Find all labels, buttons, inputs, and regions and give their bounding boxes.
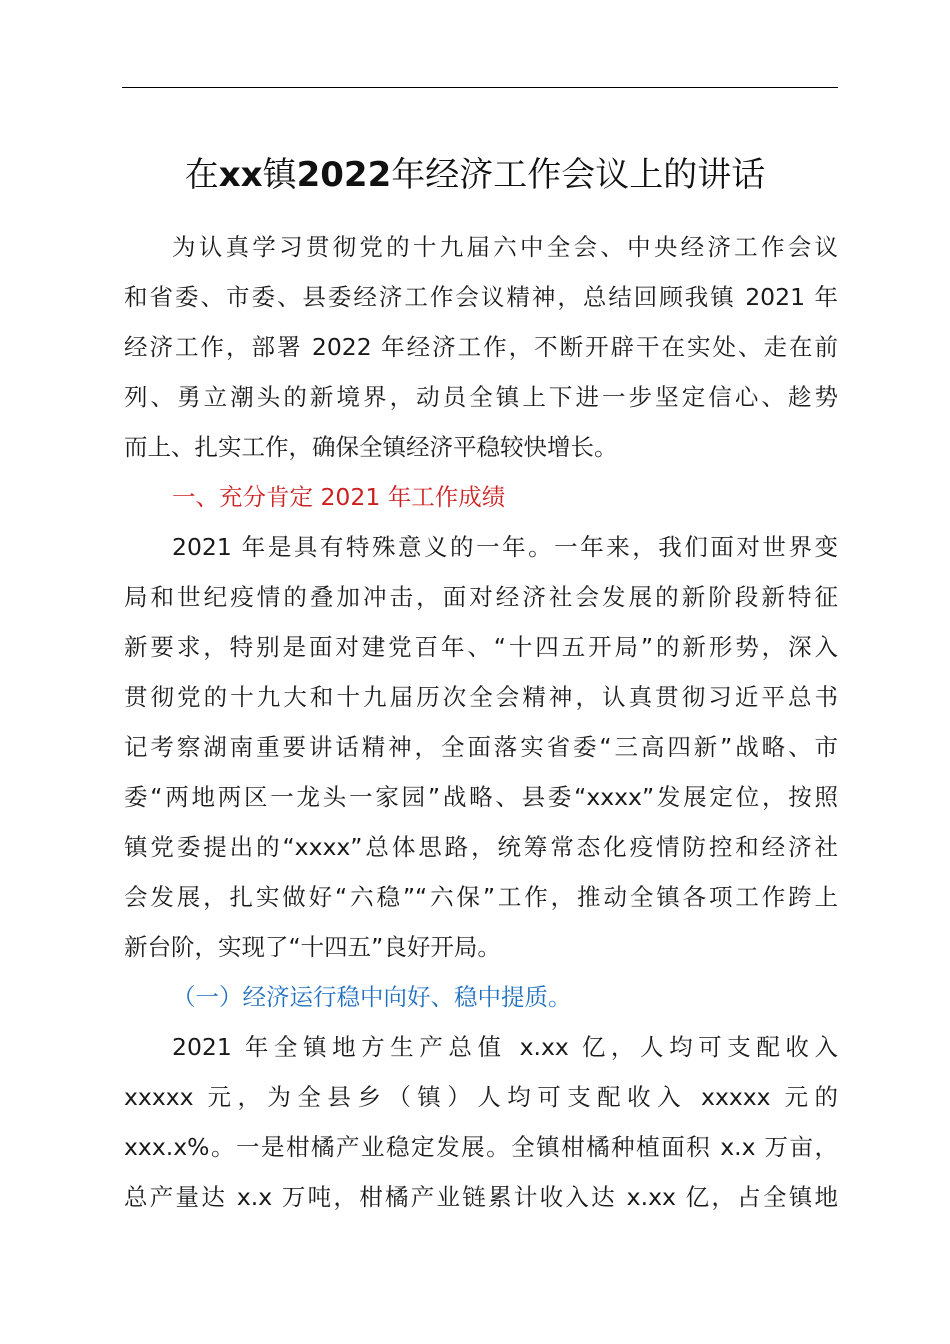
paragraph-line: 2021 年是具有特殊意义的一年。一年来，我们面对世界变 bbox=[172, 533, 838, 561]
paragraph-line: 委“两地两区一龙头一家园”战略、县委“xxxx”发展定位，按照 bbox=[124, 783, 838, 811]
paragraph-line: 总产量达 x.x 万吨，柑橘产业链累计收入达 x.xx 亿，占全镇地 bbox=[124, 1183, 838, 1211]
paragraph-line: 经济工作，部署 2022 年经济工作，不断开辟干在实处、走在前 bbox=[124, 333, 838, 361]
paragraph-line: 镇党委提出的“xxxx”总体思路，统筹常态化疫情防控和经济社 bbox=[124, 833, 838, 861]
paragraph-line: 和省委、市委、县委经济工作会议精神，总结回顾我镇 2021 年 bbox=[124, 283, 838, 311]
paragraph-line: 贯彻党的十九大和十九届历次全会精神，认真贯彻习近平总书 bbox=[124, 683, 838, 711]
paragraph-line: 2021 年全镇地方生产总值 x.xx 亿，人均可支配收入 bbox=[172, 1033, 838, 1061]
page-title bbox=[0, 150, 950, 200]
paragraph-line: 记考察湖南重要讲话精神，全面落实省委“三高四新”战略、市 bbox=[124, 733, 838, 761]
subsection-heading: （一）经济运行稳中向好、稳中提质。 bbox=[172, 983, 572, 1011]
title-year: 2022 bbox=[296, 155, 392, 195]
document-body bbox=[124, 222, 838, 1222]
section-heading: 一、充分肯定 2021 年工作成绩 bbox=[172, 483, 506, 511]
paragraph-line: 为认真学习贯彻党的十九届六中全会、中央经济工作会议 bbox=[172, 233, 838, 261]
paragraph-line: xxxxx 元，为全县乡（镇）人均可支配收入 xxxxx 元的 bbox=[124, 1083, 838, 1111]
paragraph-line: 新要求，特别是面对建党百年、“十四五开局”的新形势，深入 bbox=[124, 633, 838, 661]
title-town: xx bbox=[218, 155, 263, 195]
title-suffix: 年经济工作会议上的讲话 bbox=[391, 155, 766, 195]
title-prefix: 在 bbox=[184, 155, 219, 195]
header-rule bbox=[122, 87, 838, 88]
title-mid: 镇 bbox=[262, 155, 297, 195]
paragraph-line: 局和世纪疫情的叠加冲击，面对经济社会发展的新阶段新特征 bbox=[124, 583, 838, 611]
paragraph-line: 列、勇立潮头的新境界，动员全镇上下进一步坚定信心、趁势 bbox=[124, 383, 838, 411]
paragraph-line: 而上、扎实工作，确保全镇经济平稳较快增长。 bbox=[124, 433, 618, 461]
paragraph-line: xxx.x%。一是柑橘产业稳定发展。全镇柑橘种植面积 x.x 万亩， bbox=[124, 1133, 838, 1161]
paragraph-line: 新台阶，实现了“十四五”良好开局。 bbox=[124, 933, 501, 961]
paragraph-line: 会发展，扎实做好“六稳”“六保”工作，推动全镇各项工作跨上 bbox=[124, 883, 838, 911]
